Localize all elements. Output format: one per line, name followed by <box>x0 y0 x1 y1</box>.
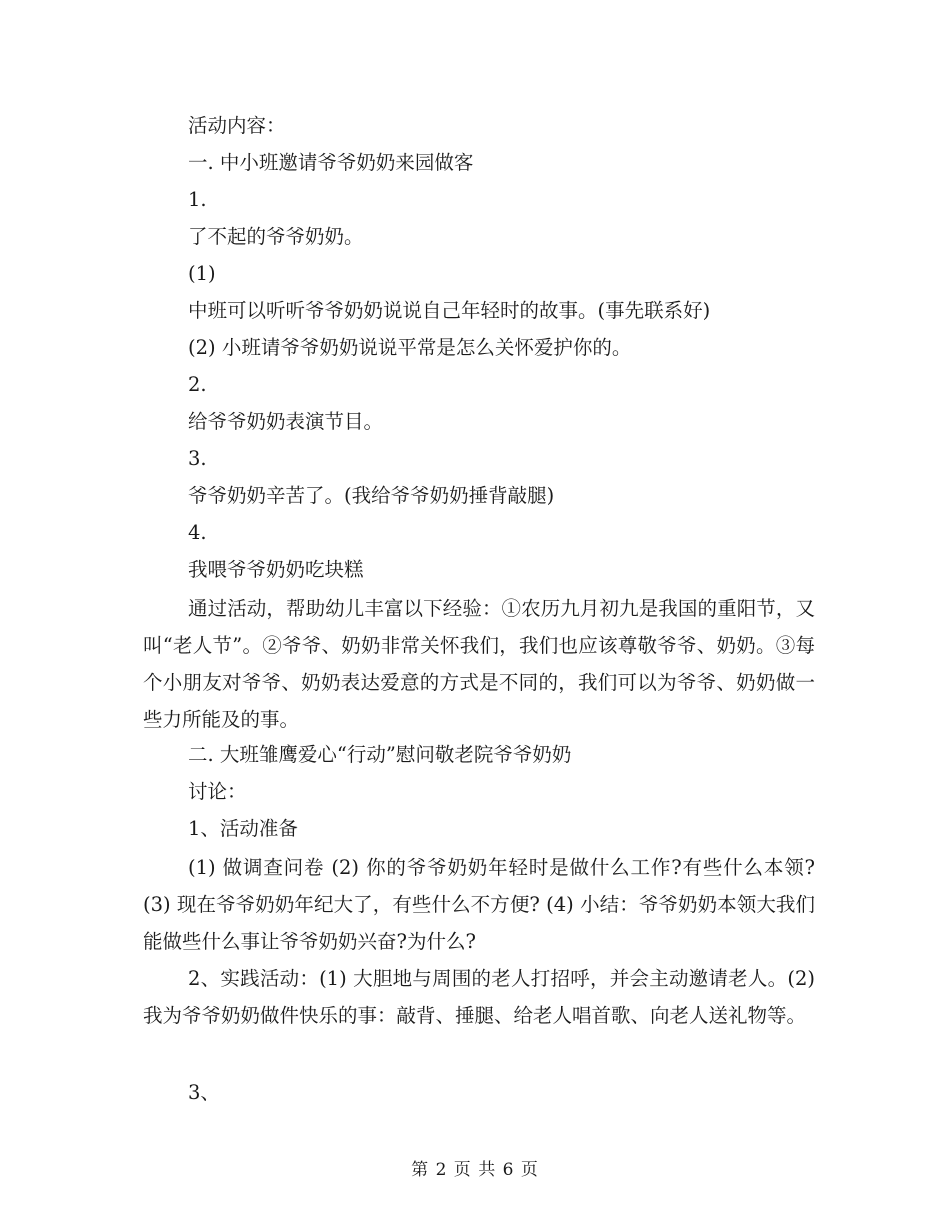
subitem-2-text: (2) 小班请爷爷奶奶说说平常是怎么关怀爱护你的。 <box>188 336 632 359</box>
item-4-number: 4. <box>188 521 207 544</box>
activity-content-heading: 活动内容： <box>188 114 286 137</box>
prep-item-paragraph: (1) 做调查问卷 (2) 你的爷爷奶奶年轻时是做什么工作?有些什么本领? (3) 现在爷爷奶奶年纪大了，有些什么不方便? (4) 小结：爷爷奶奶本领大我们能做些什么事让爷爷奶奶兴奋?为什么? <box>143 856 815 953</box>
experience-paragraph: 通过活动，帮助幼儿丰富以下经验：①农历九月初九是我国的重阳节，又叫“老人节”。②爷爷、奶奶非常关怀我们，我们也应该尊敬爷爷、奶奶。③每个小朋友对爷爷、奶奶表达爱意的方式是不同的，我们可以为爷爷、奶奶做一些力所能及的事。 <box>143 597 815 731</box>
discussion-label: 讨论： <box>188 780 247 803</box>
item-3-title: 3、 <box>188 1081 220 1104</box>
item-2-number: 2. <box>188 373 207 396</box>
subitem-1-number: (1) <box>188 262 216 285</box>
item-3-number: 3. <box>188 447 207 470</box>
item-1-number: 1. <box>188 188 207 211</box>
section-2-title: 二. 大班雏鹰爱心“行动”慰问敬老院爷爷奶奶 <box>188 743 572 766</box>
subitem-1-text: 中班可以听听爷爷奶奶说说自己年轻时的故事。(事先联系好) <box>188 299 711 322</box>
item-2-text: 给爷爷奶奶表演节目。 <box>188 410 384 433</box>
practice-item-paragraph: 2、实践活动：(1) 大胆地与周围的老人打招呼，并会主动邀请老人。(2) 我为爷爷奶奶做件快乐的事：敲背、捶腿、给老人唱首歌、向老人送礼物等。 <box>143 967 815 1027</box>
prep-item-title: 1、活动准备 <box>188 817 298 840</box>
item-1-text: 了不起的爷爷奶奶。 <box>188 225 364 248</box>
item-3-text: 爷爷奶奶辛苦了。(我给爷爷奶奶捶背敲腿) <box>188 484 555 507</box>
section-1-title: 一. 中小班邀请爷爷奶奶来园做客 <box>188 151 474 174</box>
page-number-footer: 第 2 页 共 6 页 <box>411 1160 539 1180</box>
item-4-text: 我喂爷爷奶奶吃块糕 <box>188 558 364 581</box>
